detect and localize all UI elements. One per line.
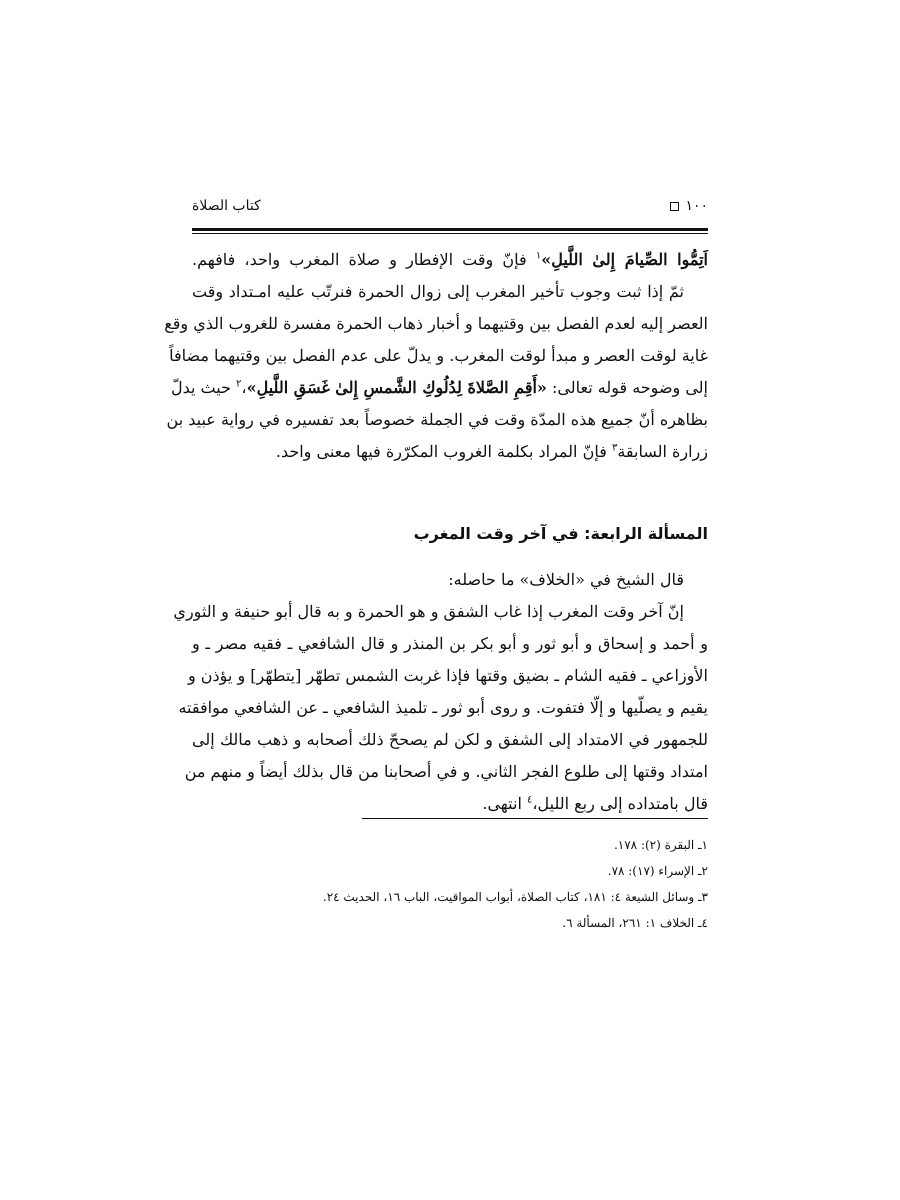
paragraph-1-line: غاية لوقت العصر و مبدأ لوقت المغرب. و يدلّ على عدم الفصل بين وقتيهما مضافاً (169, 346, 708, 365)
footnotes (192, 832, 708, 936)
footnote: ٣ـ وسائل الشيعة ٤: ١٨١، كتاب الصلاة، أبواب المواقيت، الباب ١٦، الحديث ٢٤. (322, 890, 708, 904)
paragraph-2 (173, 564, 708, 820)
header-rule-thin (192, 233, 708, 234)
section-heading: المسألة الرابعة: في آخر وقت المغرب (413, 524, 708, 543)
quran-quote: «أَقِمِ الصَّلاةَ لِدُلُوكِ الشَّمسِ إِلىٰ غَسَقِ اللَّيلِ» (246, 378, 547, 397)
paragraph-2-line: يقيم و يصلّيها و إلّا فتفوت. و روى أبو ثور ـ تلميذ الشافعي ـ عن الشافعي موافقته (178, 698, 708, 717)
footnote: ١ـ البقرة (٢): ١٧٨. (613, 838, 708, 852)
paragraph-2-line: إنّ آخر وقت المغرب إذا غاب الشفق و هو الحمرة و به قال أبو حنيفة و الثوري (173, 602, 684, 621)
paragraph-1-line: إلى وضوحه قوله تعالى: «أَقِمِ الصَّلاةَ لِدُلُوكِ الشَّمسِ إِلىٰ غَسَقِ اللَّيلِ»،$^٢$ حيث يدلّ (170, 378, 708, 397)
paragraph-1-line: بظاهره أنّ جميع هذه المدّة وقت في الجملة خصوصاً بعد تفسيره في رواية عبيد بن (166, 410, 708, 429)
paragraph-2-line: قال بامتداده إلى ربع الليل،$^٤$ انتهى. (482, 794, 708, 813)
footnote-marker: ١ (535, 250, 542, 262)
paragraph-2-line: امتداد وقتها إلى طلوع الفجر الثاني. و في أصحابنا من قال بذلك أيضاً و منهم من (184, 762, 708, 781)
footnote-marker: ٣ (611, 442, 618, 454)
paragraph-1-line: زرارة السابقة$^٣$ فإنّ المراد بكلمة الغروب المكرّرة فيها معنى واحد. (275, 442, 708, 461)
quran-quote: اَتِمُّوا الصِّيامَ إِلىٰ اللَّيلِ» (541, 250, 709, 269)
paragraph-2-line: و أحمد و إسحاق و أبو ثور و أبو بكر بن المنذر و قال الشافعي ـ فقيه مصر ـ و (192, 634, 708, 653)
square-icon (670, 202, 679, 211)
footnote-marker: ٤ (526, 794, 533, 806)
paragraph-2-line: الأوزاعي ـ فقيه الشام ـ بضيق وقتها فإذا غربت الشمس تطهّر [يتطهّر] و يؤذن و (187, 666, 708, 685)
paragraph-1 (164, 244, 709, 468)
paragraph-1-line: اَتِمُّوا الصِّيامَ إِلىٰ اللَّيلِ»$^١$ فإنّ وقت الإفطار و صلاة المغرب واحد، فافهم. (192, 250, 709, 269)
paragraph-1-line: العصر إليه لعدم الفصل بين وقتيهما و أخبار ذهاب الحمرة مفسرة للغروب الذي وقع (164, 314, 708, 333)
page-number: ١٠٠ (685, 198, 708, 214)
paragraph-2-line: للجمهور في الامتداد إلى الشفق و لكن لم يصححّ ذلك أصحابه و ذهب مالك إلى (192, 730, 708, 749)
footnote-separator (362, 818, 708, 819)
book-title: كتاب الصلاة (192, 198, 261, 214)
footnote: ٢ـ الإسراء (١٧): ٧٨. (607, 864, 708, 878)
page-number-area (670, 198, 708, 214)
paragraph-1-line: ثمّ إذا ثبت وجوب تأخير المغرب إلى زوال الحمرة فنرتّب عليه امـتداد وقت (192, 282, 684, 301)
footnote-marker: ٢ (236, 378, 242, 390)
footnote: ٤ـ الخلاف ١: ٢٦١، المسألة ٦. (562, 916, 708, 930)
header-rule-thick (192, 228, 708, 231)
running-header (192, 198, 708, 226)
paragraph-2-line: قال الشيخ في «الخلاف» ما حاصله: (448, 570, 684, 589)
